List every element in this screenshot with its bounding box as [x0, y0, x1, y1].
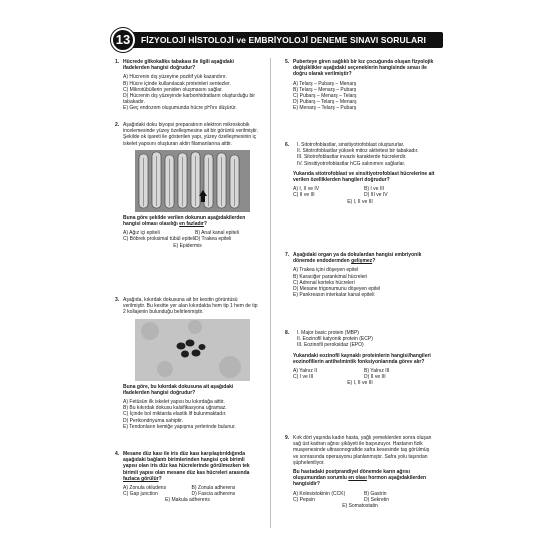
option-e[interactable]: E) Makula adherens — [165, 497, 210, 504]
option-e[interactable]: E) Geç endozom oluşumunda hücre pH'ını düşürür. — [123, 105, 237, 112]
option-d[interactable]: D) III ve IV — [364, 192, 388, 199]
option-a[interactable]: A) Telarş – Pubarş – Menarş — [293, 80, 357, 87]
statement-2: II. Sitotrofoblastlar yüksek mitoz aktivitesi bir tabakadır. — [297, 148, 419, 155]
question-prompt: Buna göre şekilde verilen dokunun aşağıdakilerden hangisi olması olasılığı en fazladır? — [123, 214, 246, 228]
option-b[interactable]: B) Telarş – Menarş – Pubarş — [293, 86, 357, 93]
question-3 — [115, 297, 260, 430]
option-c[interactable]: C) İçinde bol miktarda elastik lif bulunmaktadır. — [123, 411, 227, 418]
exam-header — [111, 28, 443, 52]
option-b[interactable]: B) Zonula adherens — [191, 485, 236, 492]
option-d[interactable]: D) Trakea epiteli — [194, 236, 232, 243]
option-d[interactable]: D) Perikondriyuma sahiptir. — [123, 417, 184, 424]
option-b[interactable]: B) Hücre içinde kullanılacak proteinleri sentezler. — [123, 80, 231, 87]
option-c[interactable]: C) Böbrek proksimal tübül epiteli — [123, 236, 195, 243]
option-c[interactable]: C) Pepsin — [293, 496, 315, 503]
option-a[interactable]: A) I, II ve IV — [293, 186, 320, 193]
option-e[interactable]: E) I, II ve III — [347, 380, 373, 387]
question-prompt: Bu hastadaki postprandiyel dönemde karın ağrısı oluşumundan sorumlu en olası hormon aşağıdakilerden hangisidir? — [293, 469, 427, 488]
option-a[interactable]: A) Fetüsün ilk iskelet yapısı bu kıkırdağa aittir. — [123, 399, 225, 406]
question-5 — [285, 59, 435, 112]
question-stem: Kırk dört yaşında kadın hasta, yağlı yemeklerden sonra oluşan sağ üst kadran ağrısı şikâyeti ile başvuruyor. Hastanın fizik muayenesinde ultrasonografide safra kesesinde taş görülmüş ve sonrasında operasyonu planlanmıştır. Safra yolu taşından şüpheleniliyor. — [293, 435, 432, 466]
question-1 — [115, 59, 260, 112]
option-a[interactable]: A) Trakea içini döşeyen epitel — [293, 267, 359, 274]
option-b[interactable]: B) I ve III — [364, 186, 385, 193]
question-9 — [285, 435, 435, 509]
question-number: 5. — [285, 59, 290, 65]
option-a[interactable]: A) Ağız içi epiteli — [123, 230, 160, 237]
statement-3: III. Sitotrofoblastlar invaziv karakterde hücrelerdir. — [297, 154, 407, 161]
option-a[interactable]: A) Zonula okludens — [123, 485, 167, 492]
option-b[interactable]: B) Bu kıkırdak dokusu kalsifikasyona uğramaz. — [123, 405, 227, 412]
question-stem: Aşağıdaki organ ya da dokulardan hangisi embriyonik dönemde endodermden gelişmez? — [293, 252, 422, 265]
question-number: 2. — [115, 122, 120, 128]
option-e[interactable]: E) Somatostatin — [342, 503, 378, 510]
question-6 — [285, 142, 435, 205]
option-d[interactable]: D) Hücrenin dış yüzeyinde karbonhidratların oluşturduğu bir tabakadır. — [123, 93, 256, 106]
question-prompt: Yukarıdaki eozinofil kaynaklı proteinlerin hangisi/hangileri eozinofillerin antihelmintik fonksiyonlarında görev alır? — [293, 352, 431, 365]
option-e[interactable]: E) Tendonların kemiğe yapışma yerlerinde bulunur. — [123, 423, 236, 430]
option-b[interactable]: B) Gastrin — [364, 490, 387, 497]
option-d[interactable]: D) Fascia adherens — [191, 491, 236, 498]
question-number: 7. — [285, 252, 290, 258]
header-title: FİZYOLOJİ HİSTOLOJİ ve EMBRİYOLOJİ DENEME SINAVI SORULARI — [141, 35, 426, 45]
question-stem: Aşağıda, kıkırdak dokusuna ait bir kesitin görüntüsü verilmiştir. Bu kesitte yer alan kıkırdakta hem tip 1 hem de tip 2 kollajenin bulunduğu belirlenmiştir. — [123, 297, 258, 316]
option-a[interactable]: A) Kolesistokinin (CCK) — [293, 490, 346, 497]
statement-3: III. Eozinofil peroksidaz (EPO) — [297, 342, 364, 349]
question-2 — [115, 122, 260, 249]
question-prompt: Buna göre, bu kıkırdak dokusuna ait aşağıdaki ifadelerden hangisi doğrudur? — [123, 383, 234, 396]
option-c[interactable]: C) II ve III — [293, 192, 315, 199]
question-4 — [115, 451, 260, 504]
question-stem: Aşağıdaki doku biyopsi preparatının elektron mikroskobik incelemesinde yüzey özelleşmesine ait bir görüntü verilmiştir. Şekilde ok işareti ile gösterilen yapı, yüzey özelleşmesinin iç iskelet yapısını oluşturan aktin filamanlarına aittir. — [123, 122, 259, 147]
option-c[interactable]: C) Pubarş – Menarş – Telarş — [293, 93, 357, 100]
option-b[interactable]: B) Yalnız III — [364, 368, 390, 375]
option-d[interactable]: D) Mesane trigonumunu döşeyen epitel — [293, 286, 381, 293]
option-d[interactable]: D) Pubarş – Telarş – Menarş — [293, 99, 357, 106]
question-number: 6. — [285, 142, 290, 148]
question-stem: Hücrede glikokaliks tabakası ile ilgili aşağıdaki ifadelerden hangisi doğrudur? — [123, 59, 234, 72]
option-c[interactable]: C) Adrenal korteks hücreleri — [293, 279, 355, 286]
option-e[interactable]: E) Pankreasın interkalar kanal epiteli — [293, 292, 375, 299]
option-a[interactable]: A) Yalnız II — [293, 368, 317, 375]
option-a[interactable]: A) Hücrenin dış yüzeyine pozitif yük kazandırır. — [123, 74, 227, 81]
option-e[interactable]: E) I, II ve III — [347, 198, 373, 205]
statement-4: IV. Sinsitiyotrofoblastlar hCG salınımını sağlarlar. — [297, 160, 406, 167]
question-number: 4. — [115, 451, 120, 457]
question-number: 1. — [115, 59, 120, 65]
option-c[interactable]: C) I ve III — [293, 374, 314, 381]
statement-1: I. Sitotrofoblastlar, sinsitiyotrofoblast oluştururlar. — [297, 142, 405, 148]
cartilage-section-image — [135, 319, 250, 381]
statement-2: II. Eozinofil katyonik protein (ECP) — [297, 336, 373, 343]
option-c[interactable]: C) Gap junction — [123, 491, 158, 498]
option-e[interactable]: E) Epidermis — [173, 242, 202, 249]
question-number: 3. — [115, 297, 120, 303]
question-number: 9. — [285, 435, 290, 441]
option-d[interactable]: D) II ve III — [364, 374, 386, 381]
micrograph-image-microvilli — [135, 150, 250, 212]
header-number-badge: 13 — [111, 28, 135, 52]
option-b[interactable]: B) Karaciğer parankimal hücreleri — [293, 273, 368, 280]
option-e[interactable]: E) Menarş – Telarş – Pubarş — [293, 105, 357, 112]
option-c[interactable]: C) Mikrotübüllerin yeniden oluşmasını sağlar. — [123, 86, 223, 93]
column-divider — [270, 58, 271, 528]
question-7 — [285, 252, 435, 298]
question-number: 8. — [285, 330, 290, 336]
option-b[interactable]: B) Anal kanal epiteli — [194, 230, 239, 237]
question-prompt: Yukarıda sitotrofoblast ve sinsitiyotrofoblast hücrelerine ait verilen özelliklerden hangileri doğrudur? — [293, 170, 435, 184]
option-d[interactable]: D) Sekretin — [364, 496, 390, 503]
question-stem: Puberteye giren sağlıklı bir kız çocuğunda oluşan fizyolojik değişiklikler aşağıdaki seçeneklerin hangisinde sırası ile doğru olarak verilmiştir? — [293, 59, 434, 78]
question-8 — [285, 330, 435, 387]
question-stem: Mesane düz kası ile iris düz kası karşılaştırıldığında aşağıdaki bağlantı birimlerinden hangisi çok birimli yapısı olan iris düz kas hücrelerinde görülmezken tek birimli yapısı olan mesane düz kas hücreleri arasında fazlaca görülür? — [123, 451, 250, 482]
statement-1: I. Major basic protein (MBP) — [297, 330, 359, 336]
